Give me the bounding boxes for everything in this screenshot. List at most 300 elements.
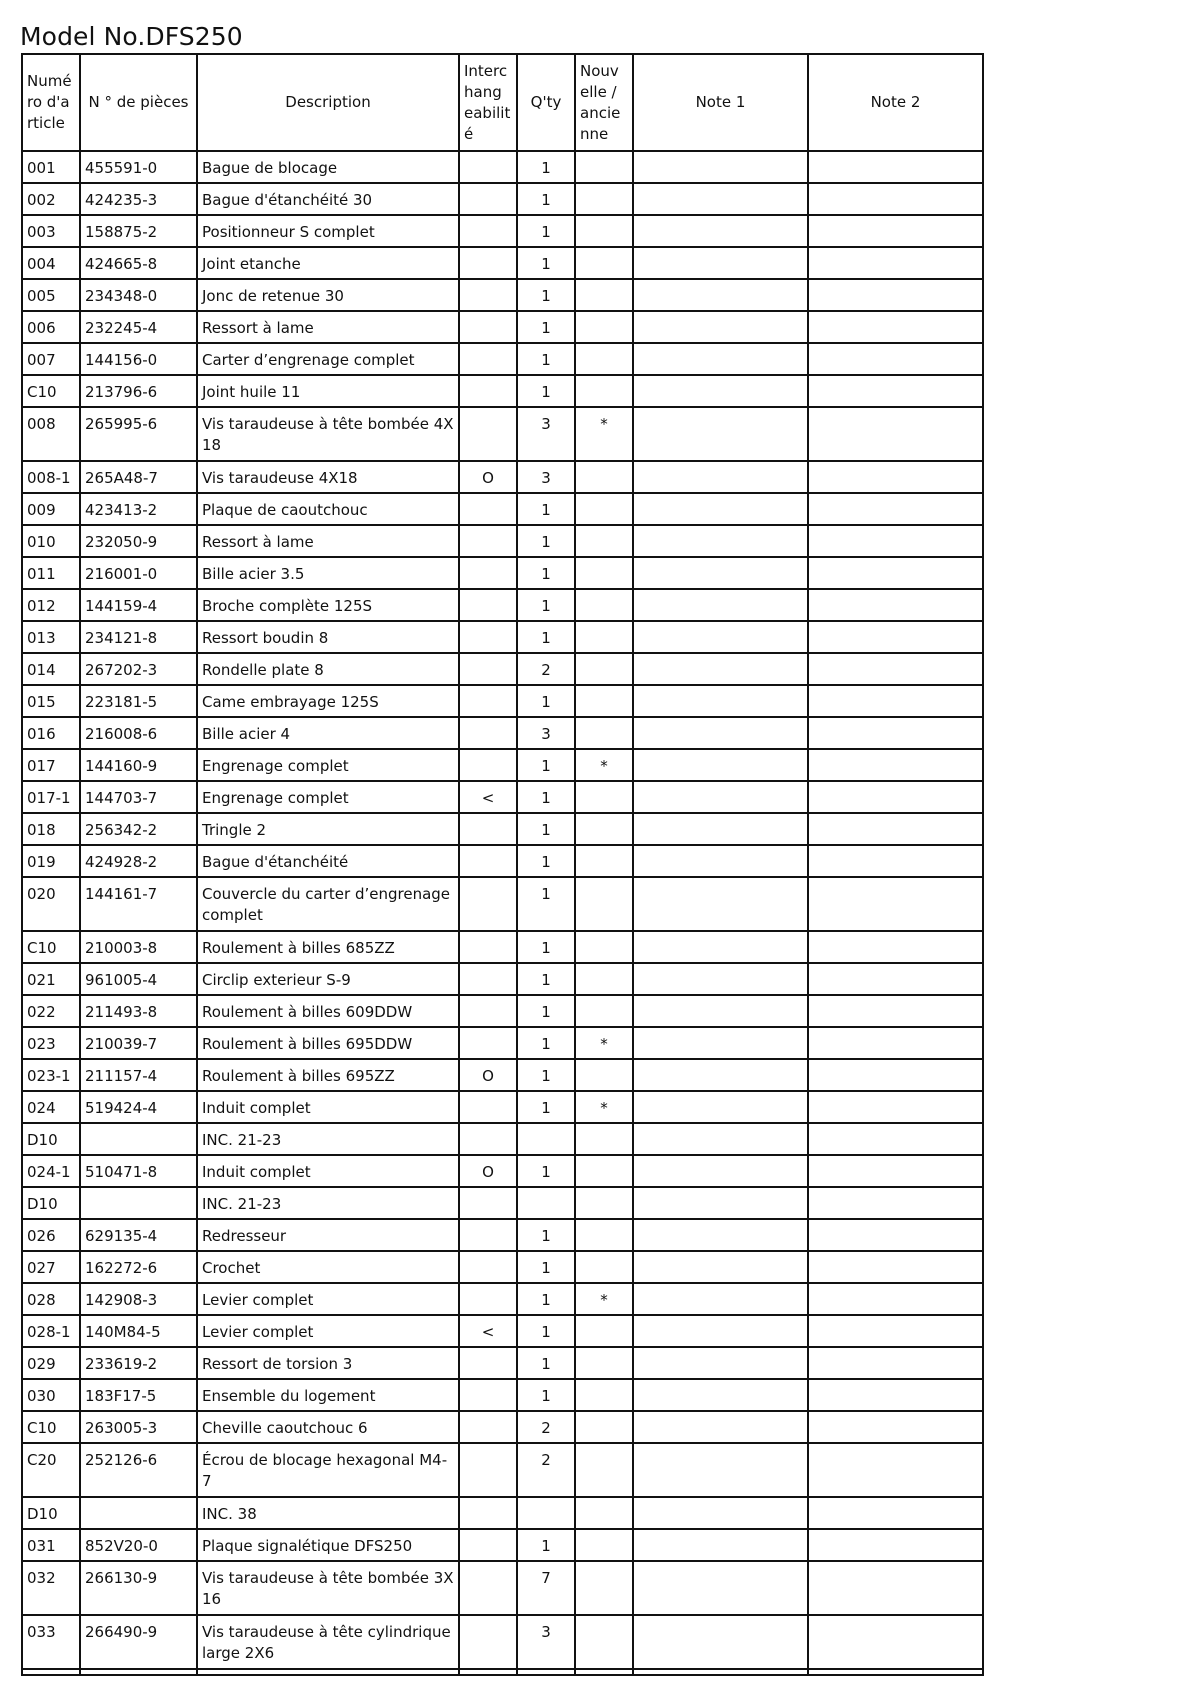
cell-qty: 3 [517,461,575,493]
cell-note2 [808,311,983,343]
cell-note1 [633,877,808,931]
cell-note2 [808,1123,983,1155]
cell-part: 158875-2 [80,215,197,247]
cell-note1 [633,1091,808,1123]
cell-item: 003 [22,215,80,247]
cell-item: 026 [22,1219,80,1251]
cell-newold: * [575,749,633,781]
cell-description: Vis taraudeuse 4X18 [197,461,459,493]
cell-note1 [633,1561,808,1615]
cell-part: 267202-3 [80,653,197,685]
cell-part: 144156-0 [80,343,197,375]
cell-qty: 1 [517,1251,575,1283]
cell-item: 008-1 [22,461,80,493]
cell-item: D10 [22,1187,80,1219]
cell-interchange [459,621,517,653]
cell-note1 [633,717,808,749]
cell-note1 [633,1123,808,1155]
cell-qty [517,1497,575,1529]
cell-qty: 1 [517,1027,575,1059]
cell-interchange [459,877,517,931]
cell-interchange [459,1497,517,1529]
column-header-part: N ° de pièces [80,54,197,151]
cell-item: C10 [22,931,80,963]
cell-newold [575,493,633,525]
cell-part: 183F17-5 [80,1379,197,1411]
cell-note1 [633,621,808,653]
cell-note1 [633,493,808,525]
cell-item: 033 [22,1615,80,1669]
cell-qty: 1 [517,279,575,311]
cell-qty: 1 [517,375,575,407]
cell-description: Engrenage complet [197,781,459,813]
table-row [22,151,983,183]
cell-newold [575,1187,633,1219]
cell-newold [575,343,633,375]
cell-note2 [808,1561,983,1615]
cell-part: 266130-9 [80,1561,197,1615]
cell-note2 [808,1091,983,1123]
cell-note1 [633,1027,808,1059]
cell-qty: 1 [517,247,575,279]
cell-part: 144161-7 [80,877,197,931]
table-row [22,1187,983,1219]
cell-qty: 3 [517,407,575,461]
cell-description: INC. 21-23 [197,1123,459,1155]
column-header-item: Numé ro d'a rticle [22,54,80,151]
cell-qty: 1 [517,621,575,653]
cell-interchange [459,845,517,877]
cell-interchange [459,931,517,963]
cell-part: 211157-4 [80,1059,197,1091]
cell-newold [575,1155,633,1187]
cell-note2 [808,151,983,183]
table-row [22,845,983,877]
cell-note1 [633,343,808,375]
cell-note2 [808,1155,983,1187]
cell-interchange [459,1123,517,1155]
cell-description: Vis taraudeuse à tête bombée 4X 18 [197,407,459,461]
table-row [22,557,983,589]
cell-qty: 1 [517,215,575,247]
cell-empty [808,1669,983,1675]
cell-note2 [808,1315,983,1347]
table-row [22,1123,983,1155]
cell-newold [575,717,633,749]
cell-interchange [459,963,517,995]
cell-qty: 1 [517,877,575,931]
table-row [22,1027,983,1059]
cell-note1 [633,931,808,963]
cell-note1 [633,781,808,813]
cell-part: 232245-4 [80,311,197,343]
cell-part: 252126-6 [80,1443,197,1497]
cell-qty: 1 [517,589,575,621]
cell-interchange: O [459,461,517,493]
cell-empty [633,1669,808,1675]
cell-part: 216008-6 [80,717,197,749]
cell-interchange [459,183,517,215]
cell-interchange [459,1411,517,1443]
cell-part: 510471-8 [80,1155,197,1187]
table-row [22,407,983,461]
table-row [22,343,983,375]
cell-item: C10 [22,375,80,407]
cell-interchange [459,1251,517,1283]
cell-part: 233619-2 [80,1347,197,1379]
cell-interchange [459,493,517,525]
table-row-partial [22,1669,983,1675]
cell-empty [517,1669,575,1675]
cell-interchange [459,1027,517,1059]
cell-item: 021 [22,963,80,995]
cell-newold [575,813,633,845]
cell-empty [80,1669,197,1675]
cell-qty: 1 [517,557,575,589]
cell-description: Ressort boudin 8 [197,621,459,653]
cell-note2 [808,653,983,685]
cell-note2 [808,1497,983,1529]
page-title: Model No.DFS250 [20,22,243,51]
cell-newold [575,1347,633,1379]
cell-description: Induit complet [197,1091,459,1123]
table-row [22,749,983,781]
cell-note2 [808,493,983,525]
cell-part: 263005-3 [80,1411,197,1443]
cell-item: D10 [22,1123,80,1155]
cell-item: 023-1 [22,1059,80,1091]
cell-note1 [633,375,808,407]
cell-newold [575,589,633,621]
cell-note2 [808,1187,983,1219]
cell-interchange [459,749,517,781]
cell-description: Induit complet [197,1155,459,1187]
cell-note1 [633,1059,808,1091]
cell-item: 028-1 [22,1315,80,1347]
table-row [22,1529,983,1561]
cell-part: 210003-8 [80,931,197,963]
cell-description: Ressort à lame [197,525,459,557]
cell-item: 012 [22,589,80,621]
cell-interchange: < [459,1315,517,1347]
cell-newold: * [575,1091,633,1123]
cell-note1 [633,525,808,557]
cell-interchange [459,1347,517,1379]
cell-item: 019 [22,845,80,877]
cell-newold [575,621,633,653]
cell-note1 [633,1347,808,1379]
cell-interchange: O [459,1155,517,1187]
cell-note2 [808,1379,983,1411]
cell-description: Plaque signalétique DFS250 [197,1529,459,1561]
cell-part: 216001-0 [80,557,197,589]
cell-note2 [808,375,983,407]
cell-note1 [633,461,808,493]
cell-interchange [459,525,517,557]
cell-note1 [633,1283,808,1315]
cell-description: Crochet [197,1251,459,1283]
cell-qty: 1 [517,525,575,557]
cell-qty: 3 [517,1615,575,1669]
cell-part: 144160-9 [80,749,197,781]
cell-empty [197,1669,459,1675]
table-row [22,1283,983,1315]
cell-qty: 1 [517,1091,575,1123]
table-row [22,781,983,813]
cell-interchange [459,589,517,621]
cell-note2 [808,813,983,845]
cell-interchange [459,1615,517,1669]
column-header-note1: Note 1 [633,54,808,151]
cell-note1 [633,557,808,589]
cell-description: Levier complet [197,1315,459,1347]
cell-note2 [808,183,983,215]
cell-interchange [459,1529,517,1561]
cell-description: Engrenage complet [197,749,459,781]
table-row [22,1219,983,1251]
cell-description: Joint huile 11 [197,375,459,407]
cell-interchange [459,247,517,279]
cell-item: 031 [22,1529,80,1561]
cell-qty: 2 [517,653,575,685]
cell-qty [517,1123,575,1155]
cell-interchange [459,717,517,749]
cell-newold [575,1529,633,1561]
cell-part: 234348-0 [80,279,197,311]
cell-note1 [633,279,808,311]
cell-qty: 1 [517,1315,575,1347]
cell-description: Vis taraudeuse à tête cylindrique large 2X6 [197,1615,459,1669]
cell-note1 [633,653,808,685]
cell-note2 [808,1615,983,1669]
cell-interchange [459,1283,517,1315]
cell-interchange [459,1443,517,1497]
cell-note1 [633,1155,808,1187]
cell-note1 [633,1497,808,1529]
cell-part: 144703-7 [80,781,197,813]
cell-note2 [808,1027,983,1059]
cell-interchange [459,685,517,717]
cell-newold [575,995,633,1027]
cell-note2 [808,461,983,493]
cell-qty: 1 [517,963,575,995]
table-row [22,1091,983,1123]
cell-newold [575,461,633,493]
cell-item: 017-1 [22,781,80,813]
cell-part: 232050-9 [80,525,197,557]
cell-newold [575,1123,633,1155]
column-header-qty: Q'ty [517,54,575,151]
table-row [22,653,983,685]
cell-part: 424665-8 [80,247,197,279]
cell-item: 020 [22,877,80,931]
cell-note1 [633,589,808,621]
cell-newold [575,685,633,717]
table-row [22,1315,983,1347]
table-row [22,311,983,343]
cell-note2 [808,1219,983,1251]
table-row [22,1251,983,1283]
table-row [22,995,983,1027]
cell-empty [459,1669,517,1675]
cell-note1 [633,1615,808,1669]
cell-newold [575,1251,633,1283]
cell-note1 [633,995,808,1027]
cell-item: 011 [22,557,80,589]
cell-qty: 1 [517,311,575,343]
cell-item: C20 [22,1443,80,1497]
cell-newold [575,279,633,311]
cell-note2 [808,407,983,461]
cell-note1 [633,1443,808,1497]
cell-item: 008 [22,407,80,461]
cell-item: 028 [22,1283,80,1315]
cell-qty: 1 [517,1219,575,1251]
cell-item: 004 [22,247,80,279]
cell-description: Jonc de retenue 30 [197,279,459,311]
cell-interchange: O [459,1059,517,1091]
cell-part: 234121-8 [80,621,197,653]
cell-description: Circlip exterieur S-9 [197,963,459,995]
cell-newold [575,1379,633,1411]
table-row [22,525,983,557]
cell-note2 [808,685,983,717]
cell-qty: 1 [517,749,575,781]
cell-part: 629135-4 [80,1219,197,1251]
cell-newold [575,1411,633,1443]
cell-part: 223181-5 [80,685,197,717]
cell-description: INC. 38 [197,1497,459,1529]
cell-note1 [633,813,808,845]
cell-description: Roulement à billes 685ZZ [197,931,459,963]
cell-item: 013 [22,621,80,653]
table-header-row [22,54,983,151]
cell-interchange [459,1379,517,1411]
cell-note1 [633,151,808,183]
cell-newold [575,1561,633,1615]
cell-part: 140M84-5 [80,1315,197,1347]
cell-qty: 1 [517,183,575,215]
cell-note2 [808,1347,983,1379]
cell-qty: 1 [517,1283,575,1315]
cell-interchange: < [459,781,517,813]
cell-newold [575,1059,633,1091]
table-row [22,1615,983,1669]
cell-qty: 1 [517,845,575,877]
table-row [22,279,983,311]
table-row [22,717,983,749]
cell-note2 [808,557,983,589]
cell-qty: 1 [517,995,575,1027]
cell-note2 [808,1411,983,1443]
cell-part: 162272-6 [80,1251,197,1283]
cell-description: INC. 21-23 [197,1187,459,1219]
cell-newold: * [575,1283,633,1315]
cell-item: 006 [22,311,80,343]
cell-note2 [808,963,983,995]
table-row [22,375,983,407]
cell-note2 [808,1059,983,1091]
cell-part: 144159-4 [80,589,197,621]
cell-qty: 1 [517,1059,575,1091]
cell-note2 [808,279,983,311]
cell-description: Carter d’engrenage complet [197,343,459,375]
cell-note1 [633,407,808,461]
cell-interchange [459,813,517,845]
cell-part: 213796-6 [80,375,197,407]
table-row [22,621,983,653]
cell-interchange [459,1091,517,1123]
cell-newold [575,215,633,247]
cell-part: 424928-2 [80,845,197,877]
table-row [22,493,983,525]
cell-part [80,1497,197,1529]
cell-item: 030 [22,1379,80,1411]
cell-newold: * [575,407,633,461]
cell-part [80,1187,197,1219]
table-row [22,963,983,995]
cell-newold [575,247,633,279]
cell-part [80,1123,197,1155]
cell-note2 [808,877,983,931]
cell-qty: 1 [517,931,575,963]
cell-part: 256342-2 [80,813,197,845]
cell-note2 [808,1251,983,1283]
table-row [22,247,983,279]
cell-description: Bague d'étanchéité 30 [197,183,459,215]
cell-newold [575,1443,633,1497]
cell-item: 024-1 [22,1155,80,1187]
cell-interchange [459,343,517,375]
table-row [22,1379,983,1411]
table-row [22,1155,983,1187]
cell-note1 [633,1315,808,1347]
table-body [22,151,983,1675]
cell-note1 [633,247,808,279]
cell-interchange [459,1219,517,1251]
cell-description: Bague de blocage [197,151,459,183]
cell-note1 [633,1379,808,1411]
cell-qty: 1 [517,685,575,717]
cell-note2 [808,215,983,247]
cell-interchange [459,311,517,343]
cell-description: Broche complète 125S [197,589,459,621]
column-header-newold: Nouv elle / ancie nne [575,54,633,151]
cell-note2 [808,621,983,653]
cell-item: 002 [22,183,80,215]
cell-note1 [633,215,808,247]
cell-newold [575,963,633,995]
cell-item: D10 [22,1497,80,1529]
cell-item: 029 [22,1347,80,1379]
cell-note2 [808,343,983,375]
cell-newold [575,1219,633,1251]
cell-part: 210039-7 [80,1027,197,1059]
cell-description: Rondelle plate 8 [197,653,459,685]
cell-description: Roulement à billes 695ZZ [197,1059,459,1091]
cell-description: Redresseur [197,1219,459,1251]
cell-note2 [808,589,983,621]
table-row [22,813,983,845]
cell-note2 [808,931,983,963]
cell-description: Bille acier 4 [197,717,459,749]
cell-description: Joint etanche [197,247,459,279]
cell-newold [575,525,633,557]
cell-qty: 3 [517,717,575,749]
table-row [22,1347,983,1379]
cell-newold [575,653,633,685]
cell-interchange [459,1561,517,1615]
